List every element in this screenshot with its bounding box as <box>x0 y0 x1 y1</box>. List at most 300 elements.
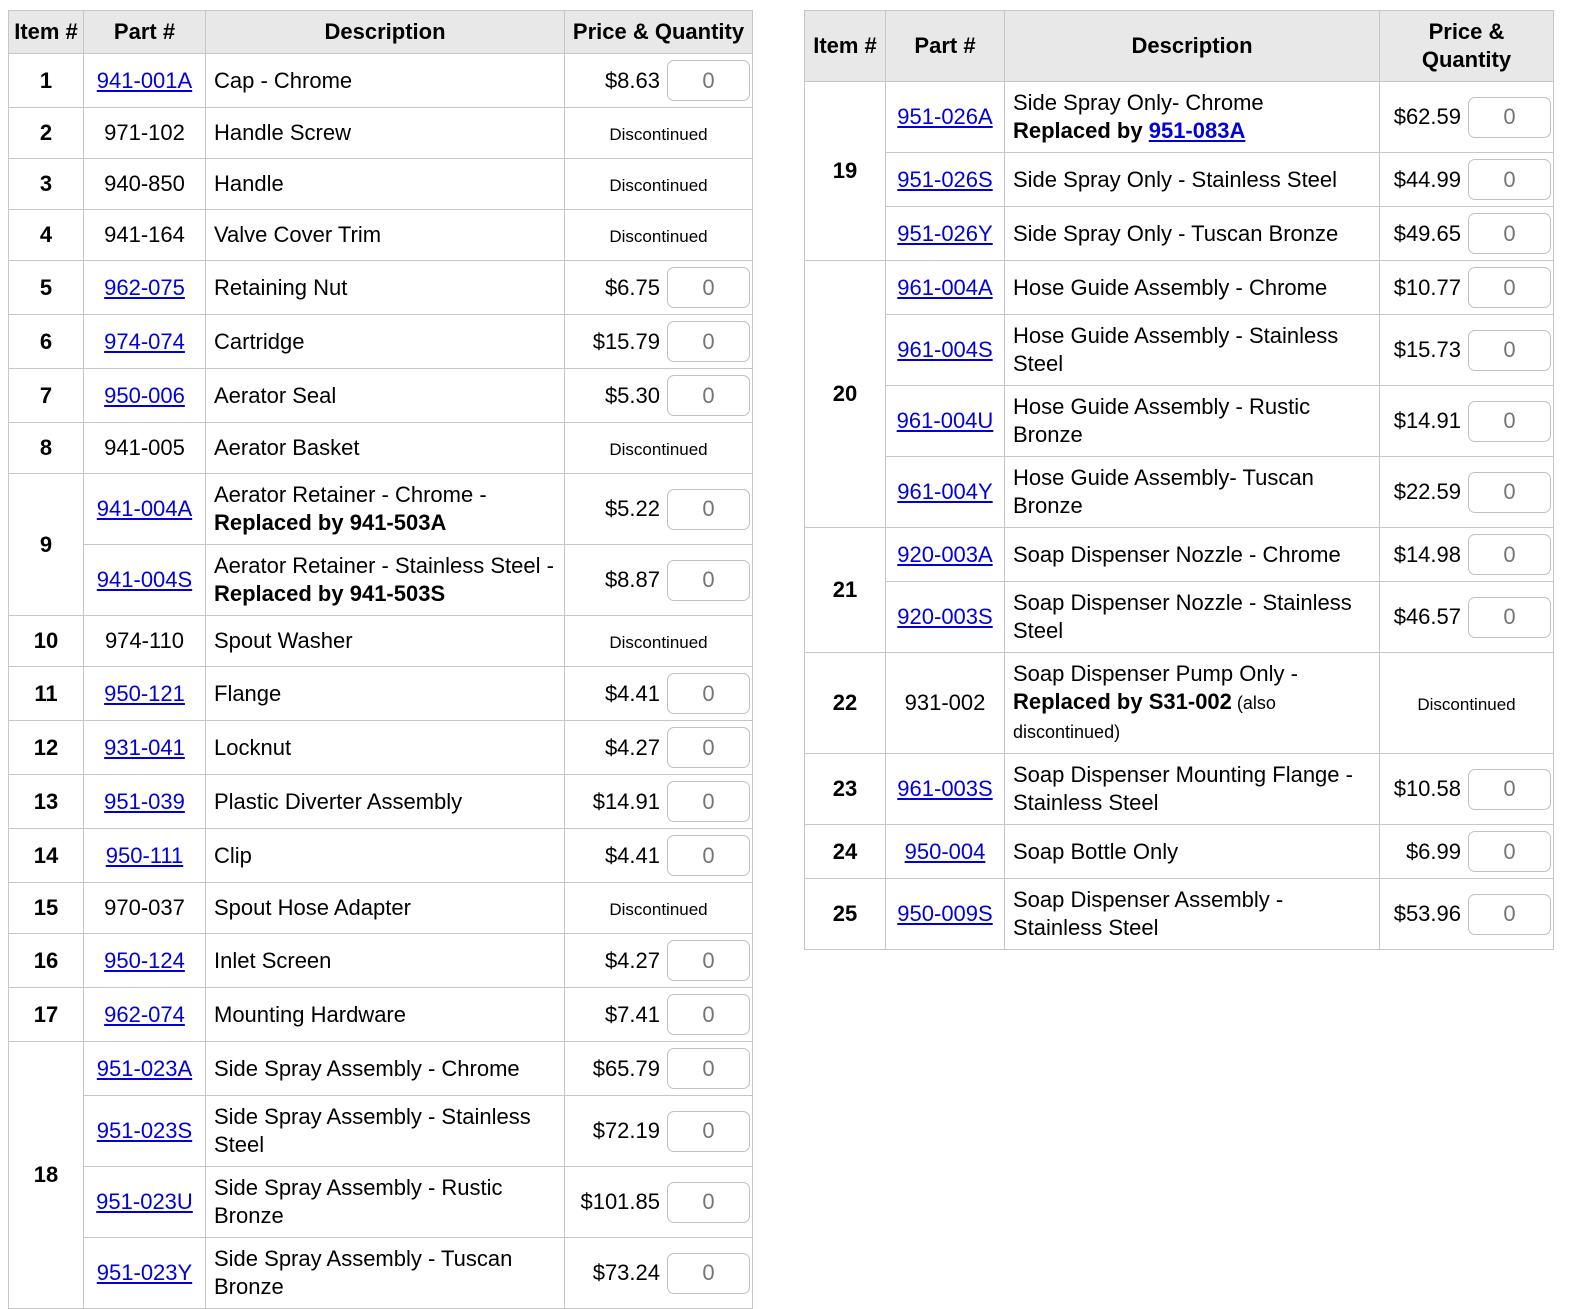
price-quantity-cell <box>565 369 753 423</box>
price-quantity-wrap <box>571 1182 750 1223</box>
part-number: 941-005 <box>104 435 185 460</box>
price-quantity-cell <box>1380 261 1554 315</box>
part-number-link[interactable]: 950-111 <box>105 842 184 868</box>
part-number-cell <box>886 207 1005 261</box>
part-number-cell <box>886 82 1005 153</box>
col-header-description: Description <box>206 11 565 54</box>
description-text: Hose Guide Assembly - Rustic Bronze <box>1013 394 1311 447</box>
description-text: Hose Guide Assembly - Chrome <box>1013 274 1328 300</box>
description-text: Side Spray Assembly - Rustic Bronze <box>214 1175 503 1228</box>
description-text: Side Spray Only - Stainless Steel <box>1013 166 1338 192</box>
item-number: 3 <box>9 159 84 210</box>
col-header-description: Description <box>1005 11 1380 82</box>
part-number-link[interactable]: 951-026Y <box>897 220 993 246</box>
part-number-link[interactable]: 931-041 <box>104 734 185 760</box>
part-number-link[interactable]: 951-023U <box>96 1189 193 1214</box>
part-number-cell <box>84 474 206 545</box>
part-number-cell <box>84 1238 206 1309</box>
price-quantity-cell <box>565 423 753 474</box>
part-description <box>1005 82 1380 153</box>
part-description <box>206 829 565 883</box>
price: $44.99 <box>1393 166 1461 192</box>
quantity-input[interactable] <box>1468 267 1551 308</box>
price-quantity-cell <box>565 721 753 775</box>
price-quantity-wrap <box>1386 769 1551 810</box>
table-row <box>9 1238 753 1309</box>
description-text: Aerator Basket <box>214 435 360 460</box>
description-text: Side Spray Only - Tuscan Bronze <box>1013 220 1339 246</box>
description-text: Replaced by <box>1013 118 1149 143</box>
part-number: 970-037 <box>104 895 185 920</box>
item-number: 10 <box>9 616 84 667</box>
price-quantity-wrap <box>571 994 750 1035</box>
part-description <box>206 1096 565 1167</box>
quantity-input[interactable] <box>667 994 750 1035</box>
description-text: Soap Dispenser Nozzle - Stainless Steel <box>1013 590 1352 643</box>
part-description <box>1005 653 1380 754</box>
price: $62.59 <box>1393 104 1461 129</box>
item-number: 11 <box>9 667 84 721</box>
description-text: Aerator Retainer - Chrome - <box>214 482 487 507</box>
discontinued-label: Discontinued <box>1417 695 1516 714</box>
part-number-link[interactable]: 951-023A <box>96 1055 193 1081</box>
price-quantity-cell <box>565 988 753 1042</box>
part-number-cell <box>84 210 206 261</box>
price-quantity-wrap <box>1386 831 1551 872</box>
part-description <box>206 159 565 210</box>
part-description <box>1005 315 1380 386</box>
description-text: Cap - Chrome <box>214 67 353 93</box>
item-number: 18 <box>9 1042 84 1309</box>
quantity-input[interactable] <box>667 1048 750 1089</box>
part-number-cell <box>84 721 206 775</box>
part-number-cell <box>84 988 206 1042</box>
price-quantity-cell <box>1380 207 1554 261</box>
col-header-item: Item # <box>805 11 886 82</box>
part-number: 940-850 <box>104 171 185 196</box>
part-description <box>1005 153 1380 207</box>
discontinued-label: Discontinued <box>609 633 708 652</box>
part-number-link[interactable]: 941-004S <box>96 567 193 592</box>
item-number: 4 <box>9 210 84 261</box>
part-description <box>206 883 565 934</box>
quantity-input[interactable] <box>1468 534 1551 575</box>
price-quantity-wrap <box>571 1253 750 1294</box>
col-header-part: Part # <box>84 11 206 54</box>
description-text: Handle Screw <box>214 120 351 145</box>
description-text: Side Spray Assembly - Stainless Steel <box>214 1104 531 1157</box>
table-row <box>805 82 1554 153</box>
description-text: Inlet Screen <box>214 947 332 973</box>
discontinued-label: Discontinued <box>609 900 708 919</box>
part-number-cell <box>886 754 1005 825</box>
table-row <box>9 829 753 883</box>
part-number-cell <box>886 457 1005 528</box>
part-number-link[interactable]: 920-003A <box>897 541 993 567</box>
table-row <box>9 261 753 315</box>
quantity-input[interactable] <box>667 321 750 362</box>
quantity-input[interactable] <box>1468 330 1551 371</box>
part-number-link[interactable]: 920-003S <box>897 604 993 629</box>
part-number-link[interactable]: 950-004 <box>904 838 986 864</box>
part-number-link[interactable]: 961-003S <box>897 776 993 801</box>
quantity-input[interactable] <box>667 727 750 768</box>
quantity-input[interactable] <box>667 781 750 822</box>
description-text: Handle <box>214 171 284 196</box>
description-text: Side Spray Assembly - Chrome <box>214 1055 520 1081</box>
part-number-link[interactable]: 951-039 <box>104 788 185 814</box>
price: $46.57 <box>1393 604 1461 629</box>
header-row <box>805 11 1554 82</box>
item-number: 6 <box>9 315 84 369</box>
price-quantity-wrap <box>1386 159 1551 200</box>
description-text: Hose Guide Assembly - Stainless Steel <box>1013 323 1339 376</box>
price-quantity-cell <box>565 667 753 721</box>
table-row <box>9 667 753 721</box>
part-number-cell <box>84 616 206 667</box>
price-quantity-cell <box>565 108 753 159</box>
table-row <box>805 315 1554 386</box>
part-number-link[interactable]: 961-004A <box>897 274 993 300</box>
price: $72.19 <box>592 1118 660 1143</box>
price-quantity-wrap <box>571 835 750 876</box>
table-row <box>9 108 753 159</box>
price: $15.73 <box>1393 337 1461 362</box>
part-description <box>1005 879 1380 950</box>
description-text: Side Spray Only- Chrome <box>1013 90 1264 115</box>
price-quantity-wrap <box>571 560 750 601</box>
item-number: 2 <box>9 108 84 159</box>
price: $4.41 <box>604 842 660 868</box>
table-row <box>9 1096 753 1167</box>
parts-table-right <box>804 10 1554 950</box>
quantity-input[interactable] <box>1468 97 1551 138</box>
part-description <box>1005 207 1380 261</box>
quantity-input[interactable] <box>667 1111 750 1152</box>
description-text: Spout Washer <box>214 628 353 653</box>
price-quantity-cell <box>1380 386 1554 457</box>
price: $101.85 <box>580 1189 660 1214</box>
part-number-link[interactable]: 951-023S <box>96 1118 193 1143</box>
table-row <box>9 210 753 261</box>
description-text: Plastic Diverter Assembly <box>214 788 463 814</box>
price: $14.91 <box>1393 408 1461 433</box>
part-number-link[interactable]: 941-001A <box>96 67 193 93</box>
price: $6.99 <box>1405 838 1461 864</box>
price: $15.79 <box>592 328 660 354</box>
part-description <box>1005 754 1380 825</box>
description-text: Retaining Nut <box>214 274 348 300</box>
part-number-link[interactable]: 951-026S <box>897 166 993 192</box>
table-row <box>9 369 753 423</box>
item-number: 9 <box>9 474 84 616</box>
price: $14.98 <box>1393 541 1461 567</box>
table-row <box>9 1167 753 1238</box>
part-number-cell <box>886 653 1005 754</box>
quantity-input[interactable] <box>1468 769 1551 810</box>
quantity-input[interactable] <box>1468 894 1551 935</box>
part-number-cell <box>886 879 1005 950</box>
col-header-price-quantity: Price & Quantity <box>565 11 753 54</box>
price-quantity-cell <box>1380 879 1554 950</box>
part-number-cell <box>84 261 206 315</box>
description-text: (also discontinued) <box>1013 693 1276 742</box>
discontinued-label: Discontinued <box>609 176 708 195</box>
table-row <box>9 721 753 775</box>
part-number: 931-002 <box>904 690 986 715</box>
part-number-cell <box>84 54 206 108</box>
item-number: 7 <box>9 369 84 423</box>
table-row <box>805 153 1554 207</box>
item-number: 12 <box>9 721 84 775</box>
part-number: 974-110 <box>104 628 185 653</box>
description-text: Aerator Retainer - Stainless Steel - <box>214 553 554 578</box>
part-number-link[interactable]: 951-023Y <box>96 1260 193 1285</box>
part-number-link[interactable]: 941-004A <box>96 496 193 521</box>
part-number-cell <box>84 369 206 423</box>
part-description <box>206 775 565 829</box>
quantity-input[interactable] <box>667 940 750 981</box>
part-number-cell <box>84 883 206 934</box>
quantity-input[interactable] <box>667 560 750 601</box>
col-header-item: Item # <box>9 11 84 54</box>
description-text: Replaced by 941-503A <box>214 510 447 535</box>
price-quantity-cell <box>1380 653 1554 754</box>
table-row <box>9 883 753 934</box>
price: $8.63 <box>604 67 660 93</box>
item-number: 22 <box>805 653 886 754</box>
table-row <box>805 261 1554 315</box>
quantity-input[interactable] <box>1468 159 1551 200</box>
part-number: 941-164 <box>104 222 185 247</box>
description-text: Mounting Hardware <box>214 1001 406 1027</box>
description-text: Soap Dispenser Assembly - Stainless Steel <box>1013 887 1284 940</box>
part-description <box>206 315 565 369</box>
description-text: Valve Cover Trim <box>214 222 382 247</box>
description-text: Soap Dispenser Nozzle - Chrome <box>1013 541 1341 567</box>
item-number: 15 <box>9 883 84 934</box>
part-number-cell <box>84 1096 206 1167</box>
table-row <box>9 988 753 1042</box>
item-number: 25 <box>805 879 886 950</box>
price-quantity-cell <box>565 1238 753 1309</box>
part-description <box>206 667 565 721</box>
quantity-input[interactable] <box>1468 213 1551 254</box>
col-header-price-quantity: Price & Quantity <box>1380 11 1554 82</box>
part-number-cell <box>84 545 206 616</box>
price: $6.75 <box>604 274 660 300</box>
part-number-cell <box>886 153 1005 207</box>
description-text: Replaced by S31-002 <box>1013 689 1232 714</box>
part-number-link[interactable]: 961-004S <box>897 337 993 362</box>
part-number-link[interactable]: 974-074 <box>104 328 185 354</box>
part-number-cell <box>84 934 206 988</box>
table-row <box>805 825 1554 879</box>
item-number: 24 <box>805 825 886 879</box>
part-description <box>206 210 565 261</box>
description-text: Cartridge <box>214 328 305 354</box>
price: $7.41 <box>604 1001 660 1027</box>
price-quantity-wrap <box>1386 472 1551 513</box>
quantity-input[interactable] <box>667 1182 750 1223</box>
part-description <box>206 934 565 988</box>
price-quantity-cell <box>565 54 753 108</box>
description-text: Side Spray Assembly - Tuscan Bronze <box>214 1246 513 1299</box>
part-number-cell <box>84 1167 206 1238</box>
part-number-link[interactable]: 950-009S <box>897 901 993 926</box>
quantity-input[interactable] <box>1468 831 1551 872</box>
part-description <box>206 474 565 545</box>
table-row <box>9 934 753 988</box>
price-quantity-cell <box>1380 82 1554 153</box>
part-number-link[interactable]: 951-026A <box>897 104 993 129</box>
part-description <box>206 988 565 1042</box>
price: $73.24 <box>592 1260 660 1285</box>
quantity-input[interactable] <box>1468 472 1551 513</box>
part-description <box>1005 528 1380 582</box>
part-description <box>206 1167 565 1238</box>
header-row <box>9 11 753 54</box>
price: $65.79 <box>592 1055 660 1081</box>
discontinued-label: Discontinued <box>609 440 708 459</box>
price: $5.22 <box>604 496 660 521</box>
price: $8.87 <box>604 567 660 592</box>
part-description <box>1005 386 1380 457</box>
part-description <box>206 108 565 159</box>
price-quantity-wrap <box>571 267 750 308</box>
part-description <box>1005 261 1380 315</box>
part-description <box>1005 457 1380 528</box>
description-text: Clip <box>214 842 252 868</box>
price-quantity-wrap <box>571 673 750 714</box>
quantity-input[interactable] <box>667 375 750 416</box>
price-quantity-cell <box>1380 528 1554 582</box>
price-quantity-wrap <box>1386 401 1551 442</box>
part-description <box>206 545 565 616</box>
part-number-link[interactable]: 962-074 <box>104 1001 185 1027</box>
quantity-input[interactable] <box>667 267 750 308</box>
item-number: 5 <box>9 261 84 315</box>
table-row <box>9 315 753 369</box>
table-row <box>805 653 1554 754</box>
description-text: Aerator Seal <box>214 382 337 408</box>
table-row <box>805 528 1554 582</box>
part-description <box>206 423 565 474</box>
quantity-input[interactable] <box>667 489 750 530</box>
price-quantity-cell <box>565 159 753 210</box>
part-number-link[interactable]: 950-124 <box>104 947 185 973</box>
part-description <box>206 1042 565 1096</box>
table-row <box>805 457 1554 528</box>
price-quantity-cell <box>1380 825 1554 879</box>
part-number-link[interactable]: 962-075 <box>104 274 185 300</box>
price: $49.65 <box>1393 220 1461 246</box>
table-row <box>805 207 1554 261</box>
item-number: 21 <box>805 528 886 653</box>
part-number-cell <box>84 1042 206 1096</box>
item-number: 13 <box>9 775 84 829</box>
replacement-part-link[interactable]: 951-083A <box>1148 118 1246 143</box>
item-number: 14 <box>9 829 84 883</box>
quantity-input[interactable] <box>667 835 750 876</box>
price: $10.58 <box>1393 776 1461 801</box>
part-description <box>206 721 565 775</box>
table-row <box>805 386 1554 457</box>
part-number-cell <box>886 528 1005 582</box>
part-number-link[interactable]: 961-004Y <box>897 479 993 504</box>
item-number: 19 <box>805 82 886 261</box>
table-row <box>9 545 753 616</box>
price: $53.96 <box>1393 901 1461 926</box>
table-row <box>9 1042 753 1096</box>
item-number: 23 <box>805 754 886 825</box>
quantity-input[interactable] <box>667 60 750 101</box>
price-quantity-cell <box>565 1096 753 1167</box>
part-description <box>206 261 565 315</box>
quantity-input[interactable] <box>667 1253 750 1294</box>
price: $22.59 <box>1393 479 1461 504</box>
part-description <box>206 54 565 108</box>
price-quantity-wrap <box>1386 213 1551 254</box>
quantity-input[interactable] <box>1468 401 1551 442</box>
part-number-cell <box>886 582 1005 653</box>
part-number-cell <box>886 825 1005 879</box>
price-quantity-cell <box>1380 153 1554 207</box>
item-number: 1 <box>9 54 84 108</box>
quantity-input[interactable] <box>667 673 750 714</box>
price-quantity-wrap <box>571 321 750 362</box>
item-number: 20 <box>805 261 886 528</box>
part-number-link[interactable]: 950-006 <box>104 382 185 408</box>
table-row <box>9 616 753 667</box>
part-description <box>206 369 565 423</box>
table-row <box>9 159 753 210</box>
price-quantity-cell <box>565 545 753 616</box>
price-quantity-cell <box>565 474 753 545</box>
quantity-input[interactable] <box>1468 597 1551 638</box>
part-number-link[interactable]: 961-004U <box>896 408 994 433</box>
description-text: Soap Dispenser Pump Only - <box>1013 661 1298 686</box>
description-text: Replaced by 941-503S <box>214 581 446 606</box>
part-description <box>206 616 565 667</box>
part-description <box>1005 582 1380 653</box>
description-text: Locknut <box>214 734 292 760</box>
part-number-cell <box>84 159 206 210</box>
description-text: Spout Hose Adapter <box>214 895 411 920</box>
table-row <box>9 474 753 545</box>
price-quantity-cell <box>565 1042 753 1096</box>
price: $14.91 <box>592 788 660 814</box>
price-quantity-cell <box>565 261 753 315</box>
item-number: 16 <box>9 934 84 988</box>
description-text: Hose Guide Assembly- Tuscan Bronze <box>1013 465 1314 518</box>
part-description <box>1005 825 1380 879</box>
part-number-link[interactable]: 950-121 <box>104 680 185 706</box>
price-quantity-wrap <box>1386 97 1551 138</box>
part-number-cell <box>886 386 1005 457</box>
price-quantity-cell <box>565 1167 753 1238</box>
part-number-cell <box>84 315 206 369</box>
discontinued-label: Discontinued <box>609 125 708 144</box>
table-row <box>805 582 1554 653</box>
price-quantity-wrap <box>571 1111 750 1152</box>
table-row <box>9 423 753 474</box>
price-quantity-cell <box>565 934 753 988</box>
price-quantity-cell <box>565 883 753 934</box>
discontinued-label: Discontinued <box>609 227 708 246</box>
price-quantity-cell <box>1380 457 1554 528</box>
price-quantity-wrap <box>571 375 750 416</box>
